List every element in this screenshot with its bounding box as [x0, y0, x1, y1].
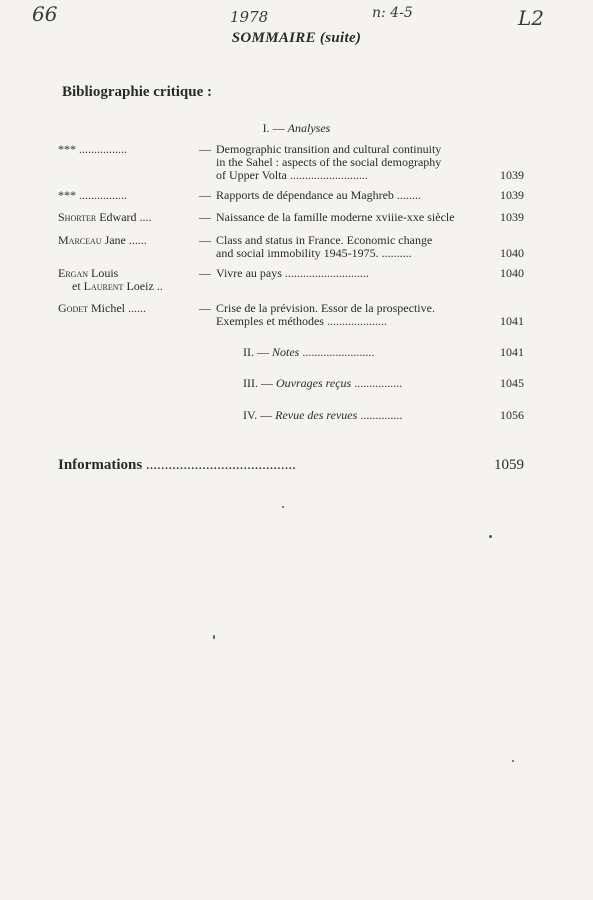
informations-entry: Informations ........................................ 1059	[58, 457, 524, 473]
entry-page: 1040	[500, 246, 524, 260]
entry-dash: —	[199, 188, 211, 202]
entry-page: 1041	[500, 314, 524, 328]
subsection-page: 1045	[500, 376, 524, 390]
subsection-page: 1056	[500, 408, 524, 422]
entry-dash: —	[199, 266, 211, 280]
scan-speck	[213, 635, 215, 639]
subsection-page: 1041	[500, 345, 524, 359]
toc-entry	[58, 189, 524, 203]
entry-title: Rapports de dépendance au Maghreb ........	[216, 188, 421, 202]
scan-speck	[512, 760, 514, 762]
subsection-ouvrages-recus: III. — Ouvrages reçus ................ 1045	[243, 376, 524, 390]
informations-page: 1059	[494, 457, 524, 473]
handwritten-number-left: 66	[32, 2, 58, 26]
entry-page: 1039	[500, 188, 524, 202]
entry-page: 1039	[500, 168, 524, 182]
subsection-label: Analyses	[287, 121, 331, 135]
page-title: SOMMAIRE (suite)	[231, 30, 362, 46]
toc-entry	[58, 143, 524, 183]
entry-dash: —	[199, 142, 211, 156]
toc-entry	[58, 267, 524, 294]
subsection-numeral: I. —	[262, 121, 285, 135]
toc-entry	[58, 302, 524, 329]
entry-title: Crise de la prévision. Essor de la prospective. Exemples et méthodes ....................	[216, 301, 435, 328]
entry-title: Naissance de la famille moderne xviiie-xxe siècle	[216, 210, 455, 224]
toc-entry	[58, 211, 524, 225]
handwritten-mark-right: L2	[518, 6, 545, 30]
entry-page: 1039	[500, 210, 524, 224]
subsection-notes: II. — Notes ........................ 1041	[243, 345, 524, 359]
entry-author: Ergan Louis et Laurent Loeiz ..	[58, 267, 163, 293]
scan-speck	[489, 535, 492, 538]
entry-dash: —	[199, 301, 211, 315]
entry-title: Demographic transition and cultural continuity in the Sahel : aspects of the social demography of Upper Volta ..........................	[216, 142, 442, 182]
subsection-revue-des-revues: IV. — Revue des revues .............. 1056	[243, 408, 524, 422]
section-heading: Bibliographie critique :	[62, 84, 212, 100]
entry-page: 1040	[500, 266, 524, 280]
entry-author: *** ................	[58, 189, 127, 202]
entry-author: Marceau Jane ......	[58, 234, 147, 247]
scan-speck	[282, 506, 284, 508]
entry-author: Shorter Edward ....	[58, 211, 152, 224]
entry-dash: —	[199, 233, 211, 247]
handwritten-year: 1978	[230, 8, 269, 26]
entry-dash: —	[199, 210, 211, 224]
entry-title: Vivre au pays ............................	[216, 266, 369, 280]
entry-author: *** ................	[58, 143, 127, 156]
subsection-analyses	[0, 121, 593, 136]
toc-entry	[58, 234, 524, 261]
entry-author: Godet Michel ......	[58, 302, 146, 315]
handwritten-issue: n: 4-5	[372, 5, 413, 21]
entry-title: Class and status in France. Economic change and social immobility 1945-1975. ..........	[216, 233, 433, 260]
